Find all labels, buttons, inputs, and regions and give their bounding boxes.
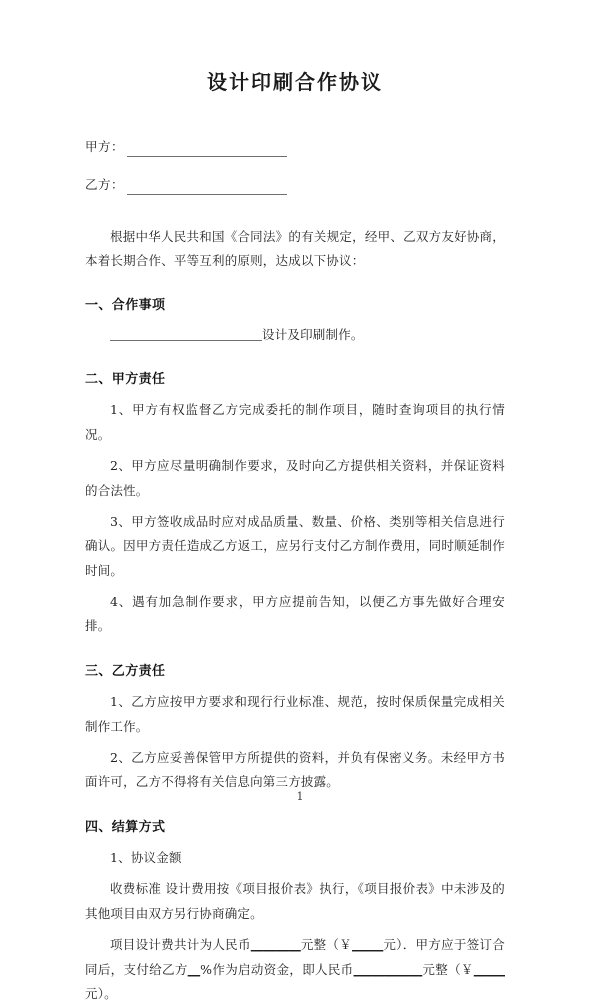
section-2-item-2: 2、甲方应尽量明确制作要求，及时向乙方提供相关资料，并保证资料的合法性。 bbox=[85, 458, 505, 498]
page-title: 设计印刷合作协议 bbox=[207, 70, 383, 94]
payment-text-part4: %作为启动资金，即人民币 bbox=[200, 961, 354, 977]
payment-text-part6: 元）。 bbox=[85, 985, 117, 1001]
page-number: 1 bbox=[296, 790, 304, 803]
party-label-first: 甲方： bbox=[85, 139, 125, 154]
document-body bbox=[85, 0, 505, 1006]
section-heading-4: 四、结算方式 bbox=[85, 819, 166, 835]
payment-text-part1: 项目设计费共计为人民币 bbox=[110, 937, 251, 953]
intro-paragraph: 根据中华人民共和国《合同法》的有关规定，经甲、乙双方友好协商，本着长期合作、平等互利的原则，达成以下协议： bbox=[85, 228, 505, 268]
section-1-item-1 bbox=[85, 323, 505, 347]
payment-text-part2: 元整（￥ bbox=[300, 937, 353, 953]
payment-percent-blank[interactable]: __ bbox=[187, 961, 201, 977]
section-4-item-2: 收费标准 设计费用按《项目报价表》执行，《项目报价表》中未涉及的其他项目由双方另行协商确定。 bbox=[85, 881, 505, 921]
payment-text-part5: 元整（￥ bbox=[422, 961, 474, 977]
party-fields bbox=[85, 138, 505, 195]
section-1-item-1-text: 设计及印刷制作。 bbox=[262, 326, 364, 342]
party-label-second: 乙方： bbox=[85, 176, 125, 192]
payment-text-part3: 元）．甲方应于签订合同后，支付给乙方 bbox=[85, 937, 505, 977]
deposit-amount-blank[interactable]: ___________ bbox=[353, 961, 423, 977]
section-4-item-1: 1、协议金额 bbox=[110, 850, 182, 866]
party-input-second[interactable] bbox=[127, 182, 287, 195]
section-heading-3: 三、乙方责任 bbox=[85, 663, 166, 679]
deposit-amount-numeric-blank[interactable]: _____ bbox=[473, 961, 505, 977]
section-3-item-1: 1、乙方应按甲方要求和现行行业标准、规范，按时保质保量完成相关制作工作。 bbox=[85, 694, 505, 734]
cooperation-scope-input[interactable] bbox=[110, 328, 262, 341]
section-2-item-3: 3、甲方签收成品时应对成品质量、数量、价格、类别等相关信息进行确认。因甲方责任造成乙方返工，应另行支付乙方制作费用，同时顺延制作时间。 bbox=[85, 513, 505, 578]
section-2-item-4: 4、遇有加急制作要求，甲方应提前告知，以便乙方事先做好合理安排。 bbox=[85, 594, 505, 634]
party-row-first bbox=[85, 138, 505, 157]
section-heading-1: 一、合作事项 bbox=[85, 298, 166, 314]
payment-amount-blank[interactable]: ________ bbox=[250, 937, 301, 953]
section-3-item-2: 2、乙方应妥善保管甲方所提供的资料，并负有保密义务。未经甲方书面许可，乙方不得将有关信息向第三方披露。 bbox=[85, 749, 505, 790]
party-row-second bbox=[85, 176, 505, 195]
section-heading-2: 二、甲方责任 bbox=[85, 372, 166, 388]
payment-amount-numeric-blank[interactable]: _____ bbox=[352, 937, 384, 953]
section-2-item-1: 1、甲方有权监督乙方完成委托的制作项目，随时查询项目的执行情况。 bbox=[85, 402, 505, 442]
payment-paragraph bbox=[85, 933, 505, 1006]
party-input-first[interactable] bbox=[127, 144, 287, 157]
